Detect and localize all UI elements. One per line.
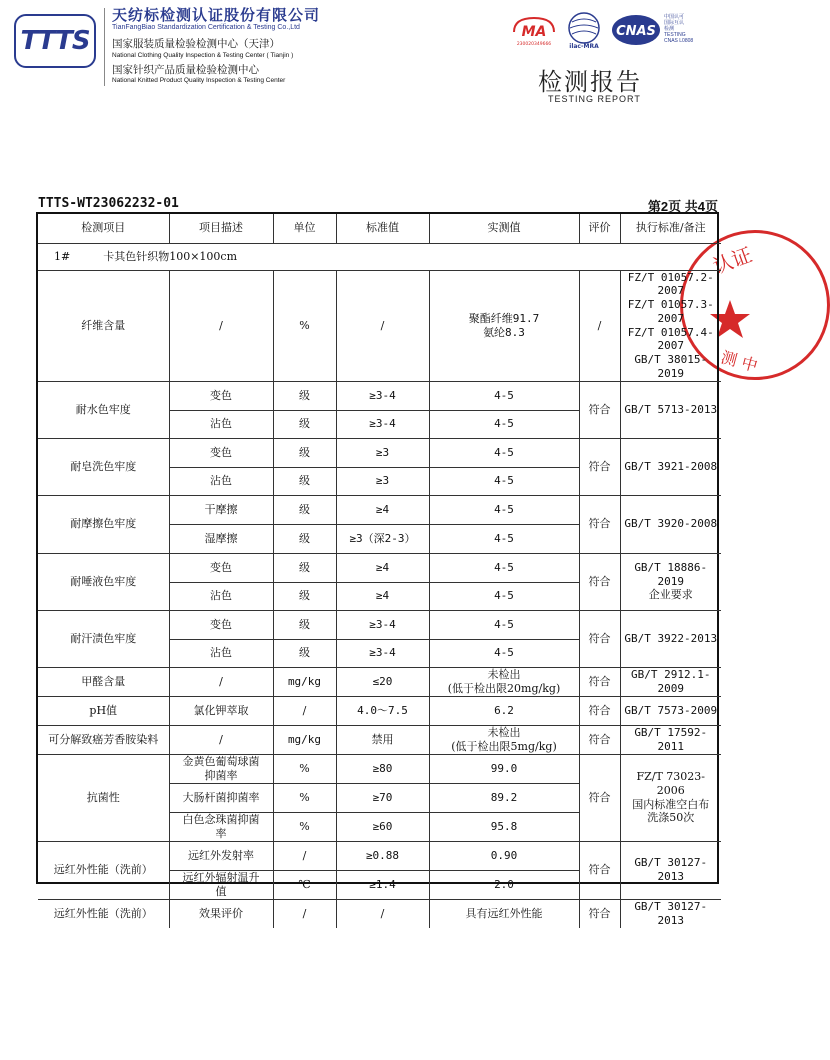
item-unit: 级 — [273, 524, 336, 553]
item-measured: 4-5 — [429, 467, 579, 495]
item-desc: 变色 — [169, 610, 273, 639]
item-name: 纤维含量 — [38, 270, 169, 381]
item-measured: 89.2 — [429, 783, 579, 812]
item-standard-value: ≥0.88 — [336, 841, 429, 870]
item-measured: 具有远红外性能 — [429, 899, 579, 928]
item-desc: 沾色 — [169, 582, 273, 610]
item-desc: 湿摩擦 — [169, 524, 273, 553]
item-desc: 变色 — [169, 381, 273, 410]
header-cell: 标准值 — [336, 214, 429, 243]
item-desc: 大肠杆菌抑菌率 — [169, 783, 273, 812]
header-cell: 执行标准/备注 — [620, 214, 721, 243]
center1-name-en: National Clothing Quality Inspection & Testing Center ( Tianjin ) — [112, 52, 294, 59]
header-cell: 评价 — [579, 214, 620, 243]
cnas-mark — [610, 12, 662, 48]
item-standard-value: ≥3（深2-3） — [336, 524, 429, 553]
item-method: GB/T 3921-2008 — [620, 438, 721, 495]
item-evaluation: 符合 — [579, 495, 620, 553]
table-row — [38, 841, 721, 870]
item-name: 远红外性能（洗前） — [38, 841, 169, 899]
header-cell: 单位 — [273, 214, 336, 243]
table-row — [38, 667, 721, 696]
report-title-en: TESTING REPORT — [548, 94, 641, 104]
item-desc: / — [169, 270, 273, 381]
item-standard-value: ≥3-4 — [336, 410, 429, 438]
item-unit: 级 — [273, 438, 336, 467]
cma-label: MA — [521, 24, 547, 40]
ilac-mra-mark — [564, 10, 604, 50]
item-method: GB/T 17592-2011 — [620, 725, 721, 754]
table-row — [38, 553, 721, 582]
item-measured: 未检出 (低于检出限20mg/kg) — [429, 667, 579, 696]
item-name: 耐皂洗色牢度 — [38, 438, 169, 495]
table-row — [38, 381, 721, 410]
item-standard-value: ≥3-4 — [336, 381, 429, 410]
item-measured: 0.90 — [429, 841, 579, 870]
item-standard-value: 4.0～7.5 — [336, 696, 429, 725]
item-name: 耐汗渍色牢度 — [38, 610, 169, 667]
item-standard-value: ≥4 — [336, 582, 429, 610]
item-unit: % — [273, 754, 336, 783]
item-desc: / — [169, 725, 273, 754]
item-method: GB/T 18886-2019 企业要求 — [620, 553, 721, 610]
item-evaluation: 符合 — [579, 610, 620, 667]
table-row — [38, 610, 721, 639]
item-desc: 沾色 — [169, 467, 273, 495]
item-evaluation: / — [579, 270, 620, 381]
item-method: GB/T 30127-2013 — [620, 899, 721, 928]
item-desc: 干摩擦 — [169, 495, 273, 524]
table-header-row — [38, 214, 721, 243]
item-standard-value: ≥80 — [336, 754, 429, 783]
item-unit: / — [273, 841, 336, 870]
company-name-cn: 天纺标检测认证股份有限公司 — [112, 7, 321, 24]
item-unit: ℃ — [273, 870, 336, 899]
item-desc: 效果评价 — [169, 899, 273, 928]
item-measured: 4-5 — [429, 582, 579, 610]
logo-text: TTTS — [20, 26, 90, 56]
item-evaluation: 符合 — [579, 841, 620, 899]
item-unit: % — [273, 270, 336, 381]
item-name: 甲醛含量 — [38, 667, 169, 696]
item-unit: 级 — [273, 410, 336, 438]
item-measured: 99.0 — [429, 754, 579, 783]
item-method: GB/T 2912.1-2009 — [620, 667, 721, 696]
item-standard-value: ≥4 — [336, 553, 429, 582]
center2-name-en: National Knitted Product Quality Inspection & Testing Center — [112, 77, 286, 84]
test-results-table — [36, 212, 719, 927]
item-name: 远红外性能（洗前） — [38, 899, 169, 928]
table-row — [38, 495, 721, 524]
item-unit: 级 — [273, 553, 336, 582]
item-standard-value: 禁用 — [336, 725, 429, 754]
item-evaluation: 符合 — [579, 899, 620, 928]
item-desc: 变色 — [169, 438, 273, 467]
item-standard-value: ≥3 — [336, 438, 429, 467]
item-standard-value: / — [336, 899, 429, 928]
item-desc: 沾色 — [169, 410, 273, 438]
company-logo — [14, 14, 96, 68]
stamp-text-top: 认证 — [709, 242, 756, 279]
item-unit: 级 — [273, 610, 336, 639]
item-unit: % — [273, 812, 336, 841]
item-measured: 4-5 — [429, 553, 579, 582]
item-unit: mg/kg — [273, 725, 336, 754]
item-name: 抗菌性 — [38, 754, 169, 841]
item-unit: 级 — [273, 639, 336, 667]
page-indicator: 第2页 共4页 — [647, 199, 718, 214]
item-evaluation: 符合 — [579, 754, 620, 841]
header-cell: 检测项目 — [38, 214, 169, 243]
item-evaluation: 符合 — [579, 438, 620, 495]
item-desc: 远红外发射率 — [169, 841, 273, 870]
item-measured: 6.2 — [429, 696, 579, 725]
item-measured: 4-5 — [429, 639, 579, 667]
table-row — [38, 725, 721, 754]
item-standard-value: ≥70 — [336, 783, 429, 812]
stamp-text-bottom: 测 中 — [718, 347, 760, 376]
cnas-text: 中国认可 国际互认 检测 TESTING CNAS L0808 — [664, 14, 694, 44]
item-unit: 级 — [273, 381, 336, 410]
item-name: 可分解致癌芳香胺染料 — [38, 725, 169, 754]
header-cell: 项目描述 — [169, 214, 273, 243]
item-method: GB/T 3922-2013 — [620, 610, 721, 667]
item-desc: 沾色 — [169, 639, 273, 667]
item-method: FZ/T 73023-2006 国内标准空白布 洗涤50次 — [620, 754, 721, 841]
item-name: 耐唾液色牢度 — [38, 553, 169, 610]
table-row — [38, 696, 721, 725]
item-method: GB/T 5713-2013 — [620, 381, 721, 438]
item-measured: 4-5 — [429, 495, 579, 524]
item-measured: 2.0 — [429, 870, 579, 899]
item-measured: 4-5 — [429, 410, 579, 438]
table-row — [38, 270, 721, 381]
item-evaluation: 符合 — [579, 381, 620, 438]
item-desc: 变色 — [169, 553, 273, 582]
item-standard-value: / — [336, 270, 429, 381]
header-cell: 实测值 — [429, 214, 579, 243]
item-unit: mg/kg — [273, 667, 336, 696]
item-name: 耐摩擦色牢度 — [38, 495, 169, 553]
item-measured: 4-5 — [429, 381, 579, 410]
item-evaluation: 符合 — [579, 667, 620, 696]
item-evaluation: 符合 — [579, 725, 620, 754]
center2-name-cn: 国家针织产品质量检验检测中心 — [112, 64, 259, 76]
item-measured: 95.8 — [429, 812, 579, 841]
ilac-label: ilac-MRA — [569, 43, 599, 50]
cma-mark — [510, 14, 558, 48]
item-unit: 级 — [273, 582, 336, 610]
item-evaluation: 符合 — [579, 553, 620, 610]
item-standard-value: ≤20 — [336, 667, 429, 696]
item-name: pH值 — [38, 696, 169, 725]
company-name-en: TianFangBiao Standardization Certification & Testing Co.,Ltd — [112, 24, 300, 31]
item-unit: / — [273, 696, 336, 725]
item-measured: 4-5 — [429, 438, 579, 467]
item-desc: / — [169, 667, 273, 696]
sample-description: 卡其色针织物100×100cm — [103, 249, 238, 263]
report-title-cn: 检测报告 — [538, 69, 642, 96]
item-measured: 聚酯纤维91.7 氨纶8.3 — [429, 270, 579, 381]
center1-name-cn: 国家服装质量检验检测中心（天津） — [112, 38, 280, 50]
sample-number: 1# — [54, 249, 71, 263]
cnas-label: CNAS — [616, 24, 656, 39]
sample-row — [38, 243, 721, 270]
cma-number: 230020349666 — [516, 42, 552, 47]
item-unit: 级 — [273, 495, 336, 524]
item-standard-value: ≥3 — [336, 467, 429, 495]
item-desc: 氯化钾萃取 — [169, 696, 273, 725]
item-desc: 白色念珠菌抑菌 率 — [169, 812, 273, 841]
table-row — [38, 754, 721, 783]
table-row — [38, 438, 721, 467]
item-desc: 远红外辐射温升 值 — [169, 870, 273, 899]
item-unit: 级 — [273, 467, 336, 495]
item-standard-value: ≥4 — [336, 495, 429, 524]
item-method: FZ/T 01057.2-2007 FZ/T 01057.3-2007 FZ/T 01057.4-2007 GB/T 38015-2019 — [620, 270, 721, 381]
document-number: TTTS-WT23062232-01 — [38, 196, 179, 211]
item-method: GB/T 7573-2009 — [620, 696, 721, 725]
item-standard-value: ≥1.4 — [336, 870, 429, 899]
item-evaluation: 符合 — [579, 696, 620, 725]
item-method: GB/T 3920-2008 — [620, 495, 721, 553]
item-unit: % — [273, 783, 336, 812]
item-standard-value: ≥60 — [336, 812, 429, 841]
item-measured: 未检出 (低于检出限5mg/kg) — [429, 725, 579, 754]
item-standard-value: ≥3-4 — [336, 639, 429, 667]
item-standard-value: ≥3-4 — [336, 610, 429, 639]
item-measured: 4-5 — [429, 610, 579, 639]
item-desc: 金黄色葡萄球菌 抑菌率 — [169, 754, 273, 783]
item-measured: 4-5 — [429, 524, 579, 553]
item-method: GB/T 30127-2013 — [620, 841, 721, 899]
item-name: 耐水色牢度 — [38, 381, 169, 438]
item-unit: / — [273, 899, 336, 928]
header-divider — [104, 8, 105, 86]
table-row — [38, 899, 721, 928]
